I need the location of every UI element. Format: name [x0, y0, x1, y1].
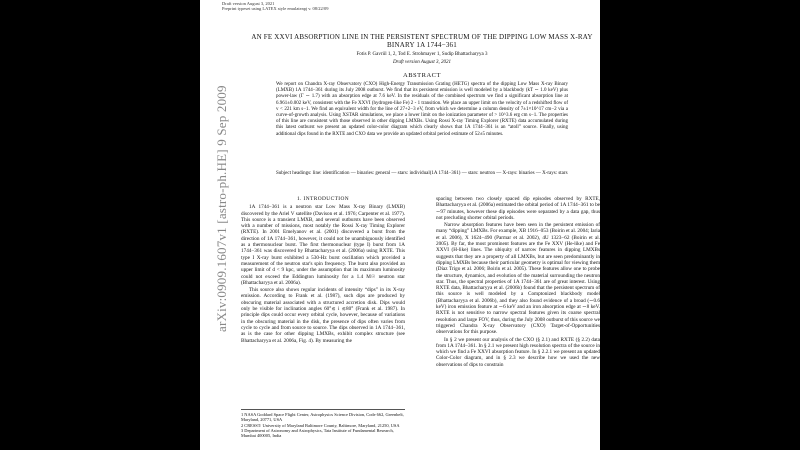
abstract-text: We report on Chandra X-ray Observatory (CXO) High-Energy Transmission Grating (HETG) spectra of the dipping Low Mass X-ray Binary (LMXB) 1A 1744−361 during its July 2008 outburst. We find that its persistent emission is well modeled by a blackbody (kT ∼ 1.0 keV) plus power-law (Γ ∼ 1.7) with an absorption edge at 7.6 keV. In the residuals of the combined spectrum we find a significant absorption line at 6.961±0.002 keV, consistent with the Fe XXVI (hydrogen-like Fe) 2 - 1 transition. We place an upper limit on the velocity of a redshifted flow of v < 221 km s−1. We find an equivalent width for the line of 27+2−3 eV, from which we determine a column density of 7±1×10^17 cm−2 via a curve-of-growth analysis. Using XSTAR simulations, we place a lower limit on the ionization parameter of > 10^3.6 erg cm s−1. The properties of this line are consistent with those observed in other dipping LMXBs. Using Rossi X-ray Timing Explorer (RXTE) data accumulated during this latest outburst we present an updated color-color diagram which clearly shows that 1A 1744−361 is an “atoll” source. Finally, using additional dips found in the RXTE and CXO data we provide an updated orbital period estimate of 52±5 minutes.	[276, 82, 568, 137]
paragraph: 1A 1744−361 is a neutron star Low Mass X-ray Binary (LMXB) discovered by the Ariel V satellite (Davison et al. 1976; Carpenter et al. 1977). This source is a transient LMXB, and several outbursts have been observed with a number of missions, most notably the Rossi X-ray Timing Explorer (RXTE). In 2001 Emelyanov et al. (2001) discovered a burst from the direction of 1A 1744−361, however, it could not be unambiguously identified as a thermonuclear burst. The first thermonuclear (type I) burst from 1A 1744−361 was discovered by Bhattacharyya et al. (2006a) using RXTE. This type I X-ray burst exhibited a 530-Hz burst oscillation which provided a measurement of the neutron star's spin frequency. The burst also provided an upper limit of d < 9 kpc, under the assumption that its maximum luminosity could not exceed the Eddington luminosity for a 1.4 M☉ neutron star (Bhattacharyya et al. 2006a).	[241, 204, 405, 286]
footnote: 2 CRESST: University of Maryland Baltimore County, Baltimore, Maryland, 21250, USA	[241, 422, 400, 428]
draft-version: Draft version August 3, 2021	[392, 60, 452, 65]
paragraph: Narrow absorption features have been seen in the persistent emission of many “dipping” LMXBs. For example, XB 1916−053 (Boirin et al. 2004; Iaria et al. 2006), X 1624−490 (Parmar et al. 2002), 4U 1323−62 (Boirin et al. 2005). By far, the most prominent features are the Fe XXV (He-like) and Fe XXVI (H-like) lines. The ubiquity of narrow features in dipping LMXBs suggests that they are a property of all LMXBs, but are seen predominantly in dipping LMXBs because their particular geometry is optimal for viewing them (Díaz Trigo et al. 2006; Boirin et al. 2005). These features allow one to probe the structure, dynamics, and evolution of the material surrounding the neutron star. Thus, the spectral properties of 1A 1744−361 are of great interest. Using RXTE data, Bhattacharyya et al. (2006b) found that the persistent spectrum of this source is well modeled by a Comptonized blackbody model (Bhattacharyya et al. 2006b), and they also found evidence of a broad (∼0.6 keV) iron emission feature at ∼6 keV and an iron absorption edge at ∼8 keV. RXTE is not sensitive to narrow spectral features given its coarse spectral resolution and large FOV, thus, during the July 2008 outburst of this source we triggered Chandra X-ray Observatory (CXO) Target-of-Opportunities observations for this purpose.	[436, 222, 600, 336]
footnote: 1 NASA Goddard Space Flight Center, Astrophysics Science Division, Code 662, Greenbelt, Maryland, 20771, USA	[241, 412, 404, 422]
paragraph: This source also shows regular incidents of intensity “dips” in its X-ray emission. According to Frank et al. (1987), such dips are produced by obscuring material associated with a structured accretion disk. Dips would only be visible for inclination angles 60°≲ i ≲80° (Frank et al. 1987). In principle dips could occur every orbital cycle, however, because of variations in the obscuring material in the disk, the presence of dips often varies from cycle to cycle and from source to source. The dips observed in 1A 1744−361, as is the case for other dipping LMXBs, exhibit complex structure (see Bhattacharyya et al. 2006a, Fig. 4). By measuring the	[241, 287, 405, 344]
paper-title: AN FE XXVI ABSORPTION LINE IN THE PERSISTENT SPECTRUM OF THE DIPPING LOW MASS X-RAY BINARY 1A 1744−361	[251, 33, 593, 49]
authors: Fotis P. Gavriil 1, 2, Tod E. Strohmayer 1, Sudip Bhattacharyya 3	[356, 52, 488, 57]
paragraph: In § 2 we present our analysis of the CXO (§ 2.1) and RXTE (§ 2.2) data from 1A 1744−361. In § 2.1 we present high resolution spectra of the source in which we find a Fe XXVI absorption feature. In § 2.2.1 we present an updated Color-Color diagram, and in § 2.3 we describe how we used the new observations of dips to constrain	[436, 336, 600, 368]
left-black-margin	[0, 0, 200, 450]
arxiv-stamp: arXiv:0909.1607v1 [astro-ph.HE] 9 Sep 2009	[214, 85, 229, 332]
left-column	[241, 196, 405, 345]
subject-headings: Subject headings: line: identification — binaries: general — stars: individual(1A 1744−361) — stars: neutron — X-rays: binaries — X-rays: stars	[276, 171, 568, 176]
draft-header: Draft version August 3, 2021	[222, 1, 275, 6]
right-black-margin	[600, 0, 800, 450]
footnotes	[241, 409, 405, 439]
footnote: 3 Department of Astronomy and Astrophysics, Tata Institute of Fundamental Research, Mumbai 400005, India	[241, 428, 394, 438]
paragraph: spacing between two closely spaced dip episodes observed by RXTE, Bhattacharyya et al. (2006a) estimated the orbital period of 1A 1744−361 to be ∼97 minutes, however these dip episodes were separated by a data gap, thus not precluding shorter orbital periods.	[436, 196, 600, 221]
right-column	[436, 196, 600, 369]
preprint-header: Preprint typeset using LATEX style emulateapj v. 08/22/09	[222, 6, 329, 11]
abstract-heading: ABSTRACT	[403, 72, 441, 79]
section-heading-introduction: 1. INTRODUCTION	[296, 196, 350, 202]
